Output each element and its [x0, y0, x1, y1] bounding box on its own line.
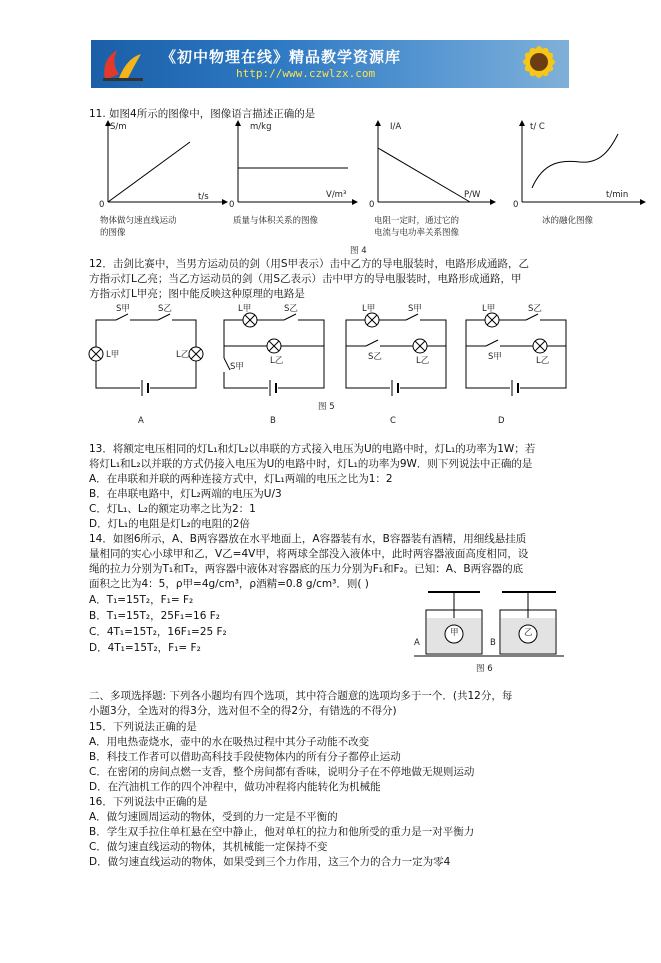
circuit-b-s-yi: S乙 [284, 304, 298, 314]
q14-line2: 量相同的实心小球甲和乙，V乙=4V甲，将两球全部没入液体中，此时两容器液面高度相同，设 [89, 548, 529, 560]
circuit-a-s-yi: S乙 [158, 304, 172, 314]
circuit-b-l-yi: L乙 [270, 356, 284, 366]
graph2-xlabel: V/m³ [326, 190, 347, 200]
circuit-d [456, 302, 576, 402]
figure-6-label: 图 6 [476, 664, 493, 674]
graph1-caption2: 的图像 [100, 228, 126, 238]
q13-line1: 13．将额定电压相同的灯L₁和灯L₂以串联的方式接入电压为U的电路中时，灯L₁的功率为1W；若 [89, 443, 536, 455]
q16-option-d: D．做匀速直线运动的物体，如果受到三个力作用，这三个力的合力一定为零4 [89, 856, 451, 868]
circuit-a-l-yi: L乙 [176, 350, 190, 360]
q12-line2: 方指示灯L乙亮；当乙方运动员的剑（用S乙表示）击中甲方的导电服装时，电路形成通路，甲 [89, 273, 522, 285]
circuit-c-s-jia: S甲 [408, 304, 422, 314]
graph-ice-melting [514, 120, 654, 210]
q14-line3: 绳的拉力分别为T₁和T₂，两容器中液体对容器底的压力分别为F₁和F₂。已知：A、B两容器的底 [89, 563, 524, 575]
ball-yi-label: 乙 [524, 628, 533, 638]
graph1-xlabel: t/s [198, 192, 209, 202]
circuit-b [214, 302, 334, 402]
circuit-d-s-yi: S乙 [528, 304, 542, 314]
q16-stem: 16．下列说法中正确的是 [89, 796, 208, 808]
circuit-a-s-jia: S甲 [116, 304, 130, 314]
q16-option-a: A．做匀速圆周运动的物体，受到的力一定是不平衡的 [89, 811, 338, 823]
q14-line4: 面积之比为4：5，ρ甲=4g/cm³，ρ酒精=0.8 g/cm³．则( ) [89, 578, 369, 590]
graph2-caption: 质量与体积关系的图像 [233, 216, 319, 226]
header-banner [91, 40, 569, 88]
banner-url: http://www.czwlzx.com [236, 67, 376, 80]
q16-option-c: C．做匀速直线运动的物体，其机械能一定保持不变 [89, 841, 328, 853]
section2-line2: 小题3分，全选对的得3分，选对但不全的得2分，有错选的不得分) [89, 705, 397, 717]
circuit-c-l-yi: L乙 [416, 356, 430, 366]
figure-4 [90, 120, 650, 260]
circuit-c-l-jia: L甲 [362, 304, 376, 314]
q15-option-a: A．用电热壶烧水，壶中的水在吸热过程中其分子动能不改变 [89, 736, 370, 748]
graph3-xlabel: P/W [464, 190, 481, 200]
q14-option-b: B．T₁=15T₂，25F₁=16 F₂ [89, 610, 220, 622]
container-a-label: A [414, 638, 420, 648]
graph1-ylabel: S/m [110, 122, 127, 132]
circuit-a-l-jia: L甲 [106, 350, 120, 360]
figure-6 [408, 588, 568, 678]
q13-option-a: A．在串联和并联的两种连接方式中，灯L₁两端的电压之比为1：2 [89, 473, 393, 485]
section2-line1: 二、多项选择题: 下列各小题均有四个选项，其中符合题意的选项均多于一个．(共12分，每 [89, 690, 513, 702]
graph4-xlabel: t/min [606, 190, 629, 200]
graph3-caption: 电阻一定时，通过它的 [374, 216, 460, 226]
graph4-caption: 冰的融化图像 [542, 216, 594, 226]
ball-jia-label: 甲 [450, 628, 459, 638]
container-b-label: B [490, 638, 496, 648]
logo-icon [97, 44, 147, 84]
option-label-a: A [138, 416, 144, 426]
circuit-d-l-yi: L乙 [536, 356, 550, 366]
q12-line3: 方指示灯L甲亮；图中能反映这种原理的电路是 [89, 288, 305, 300]
option-label-b: B [270, 416, 276, 426]
q11-stem: 11. 如图4所示的图像中，图像语言描述正确的是 [89, 108, 316, 120]
q15-option-d: D．在汽油机工作的四个冲程中，做功冲程将内能转化为机械能 [89, 781, 381, 793]
q15-option-b: B．科技工作者可以借助高科技手段使物体内的所有分子都停止运动 [89, 751, 401, 763]
q14-option-d: D．4T₁=15T₂，F₁= F₂ [89, 642, 201, 654]
sunflower-icon [499, 40, 569, 88]
graph2-origin: 0 [229, 200, 235, 210]
circuit-c [336, 302, 456, 402]
circuit-d-s-jia: S甲 [488, 352, 502, 362]
q13-option-c: C．灯L₁、L₂的额定功率之比为2：1 [89, 503, 256, 515]
graph1-origin: 0 [99, 200, 105, 210]
banner-title: 《初中物理在线》精品教学资源库 [161, 48, 402, 66]
graph3-origin: 0 [369, 200, 375, 210]
graph1-caption: 物体做匀速直线运动 [100, 216, 177, 226]
q13-option-d: D．灯L₁的电阻是灯L₂的电阻的2倍 [89, 518, 250, 530]
graph3-ylabel: I/A [390, 122, 402, 132]
q14-option-a: A．T₁=15T₂，F₁= F₂ [89, 594, 194, 606]
containers-diagram [408, 588, 568, 660]
option-label-d: D [498, 416, 505, 426]
q12-line1: 12．击剑比赛中，当男方运动员的剑（用S甲表示）击中乙方的导电服装时，电路形成通路，乙 [89, 258, 530, 270]
q16-option-b: B．学生双手拉住单杠悬在空中静止，他对单杠的拉力和他所受的重力是一对平衡力 [89, 826, 475, 838]
q14-option-c: C．4T₁=15T₂，16F₁=25 F₂ [89, 626, 227, 638]
graph-distance-time [90, 120, 230, 210]
q15-option-c: C．在密闭的房间点燃一支香，整个房间都有香味，说明分子在不停地做无规则运动 [89, 766, 475, 778]
q13-line2: 将灯L₁和L₂以并联的方式仍接入电压为U的电路中时，灯L₁的功率为9W．则下列说法中正确的是 [89, 458, 533, 470]
graph3-caption2: 电流与电功率关系图像 [374, 228, 460, 238]
circuit-c-s-yi: S乙 [368, 352, 382, 362]
figure-5-label: 图 5 [318, 402, 335, 412]
circuit-b-s-jia: S甲 [230, 362, 244, 372]
graph4-origin: 0 [513, 200, 519, 210]
q15-stem: 15．下列说法正确的是 [89, 721, 197, 733]
circuit-b-l-jia: L甲 [238, 304, 252, 314]
option-label-c: C [390, 416, 396, 426]
graph-current-power [370, 120, 510, 210]
q14-line1: 14．如图6所示，A、B两容器放在水平地面上，A容器装有水，B容器装有酒精，用细线悬挂质 [89, 533, 527, 545]
circuit-d-l-jia: L甲 [482, 304, 496, 314]
q13-option-b: B．在串联电路中，灯L₂两端的电压为U/3 [89, 488, 282, 500]
figure-4-label: 图 4 [350, 246, 367, 256]
figure-5 [86, 302, 556, 432]
graph-mass-volume [230, 120, 370, 210]
graph4-ylabel: t/ C [530, 122, 545, 132]
graph2-ylabel: m/kg [250, 122, 272, 132]
